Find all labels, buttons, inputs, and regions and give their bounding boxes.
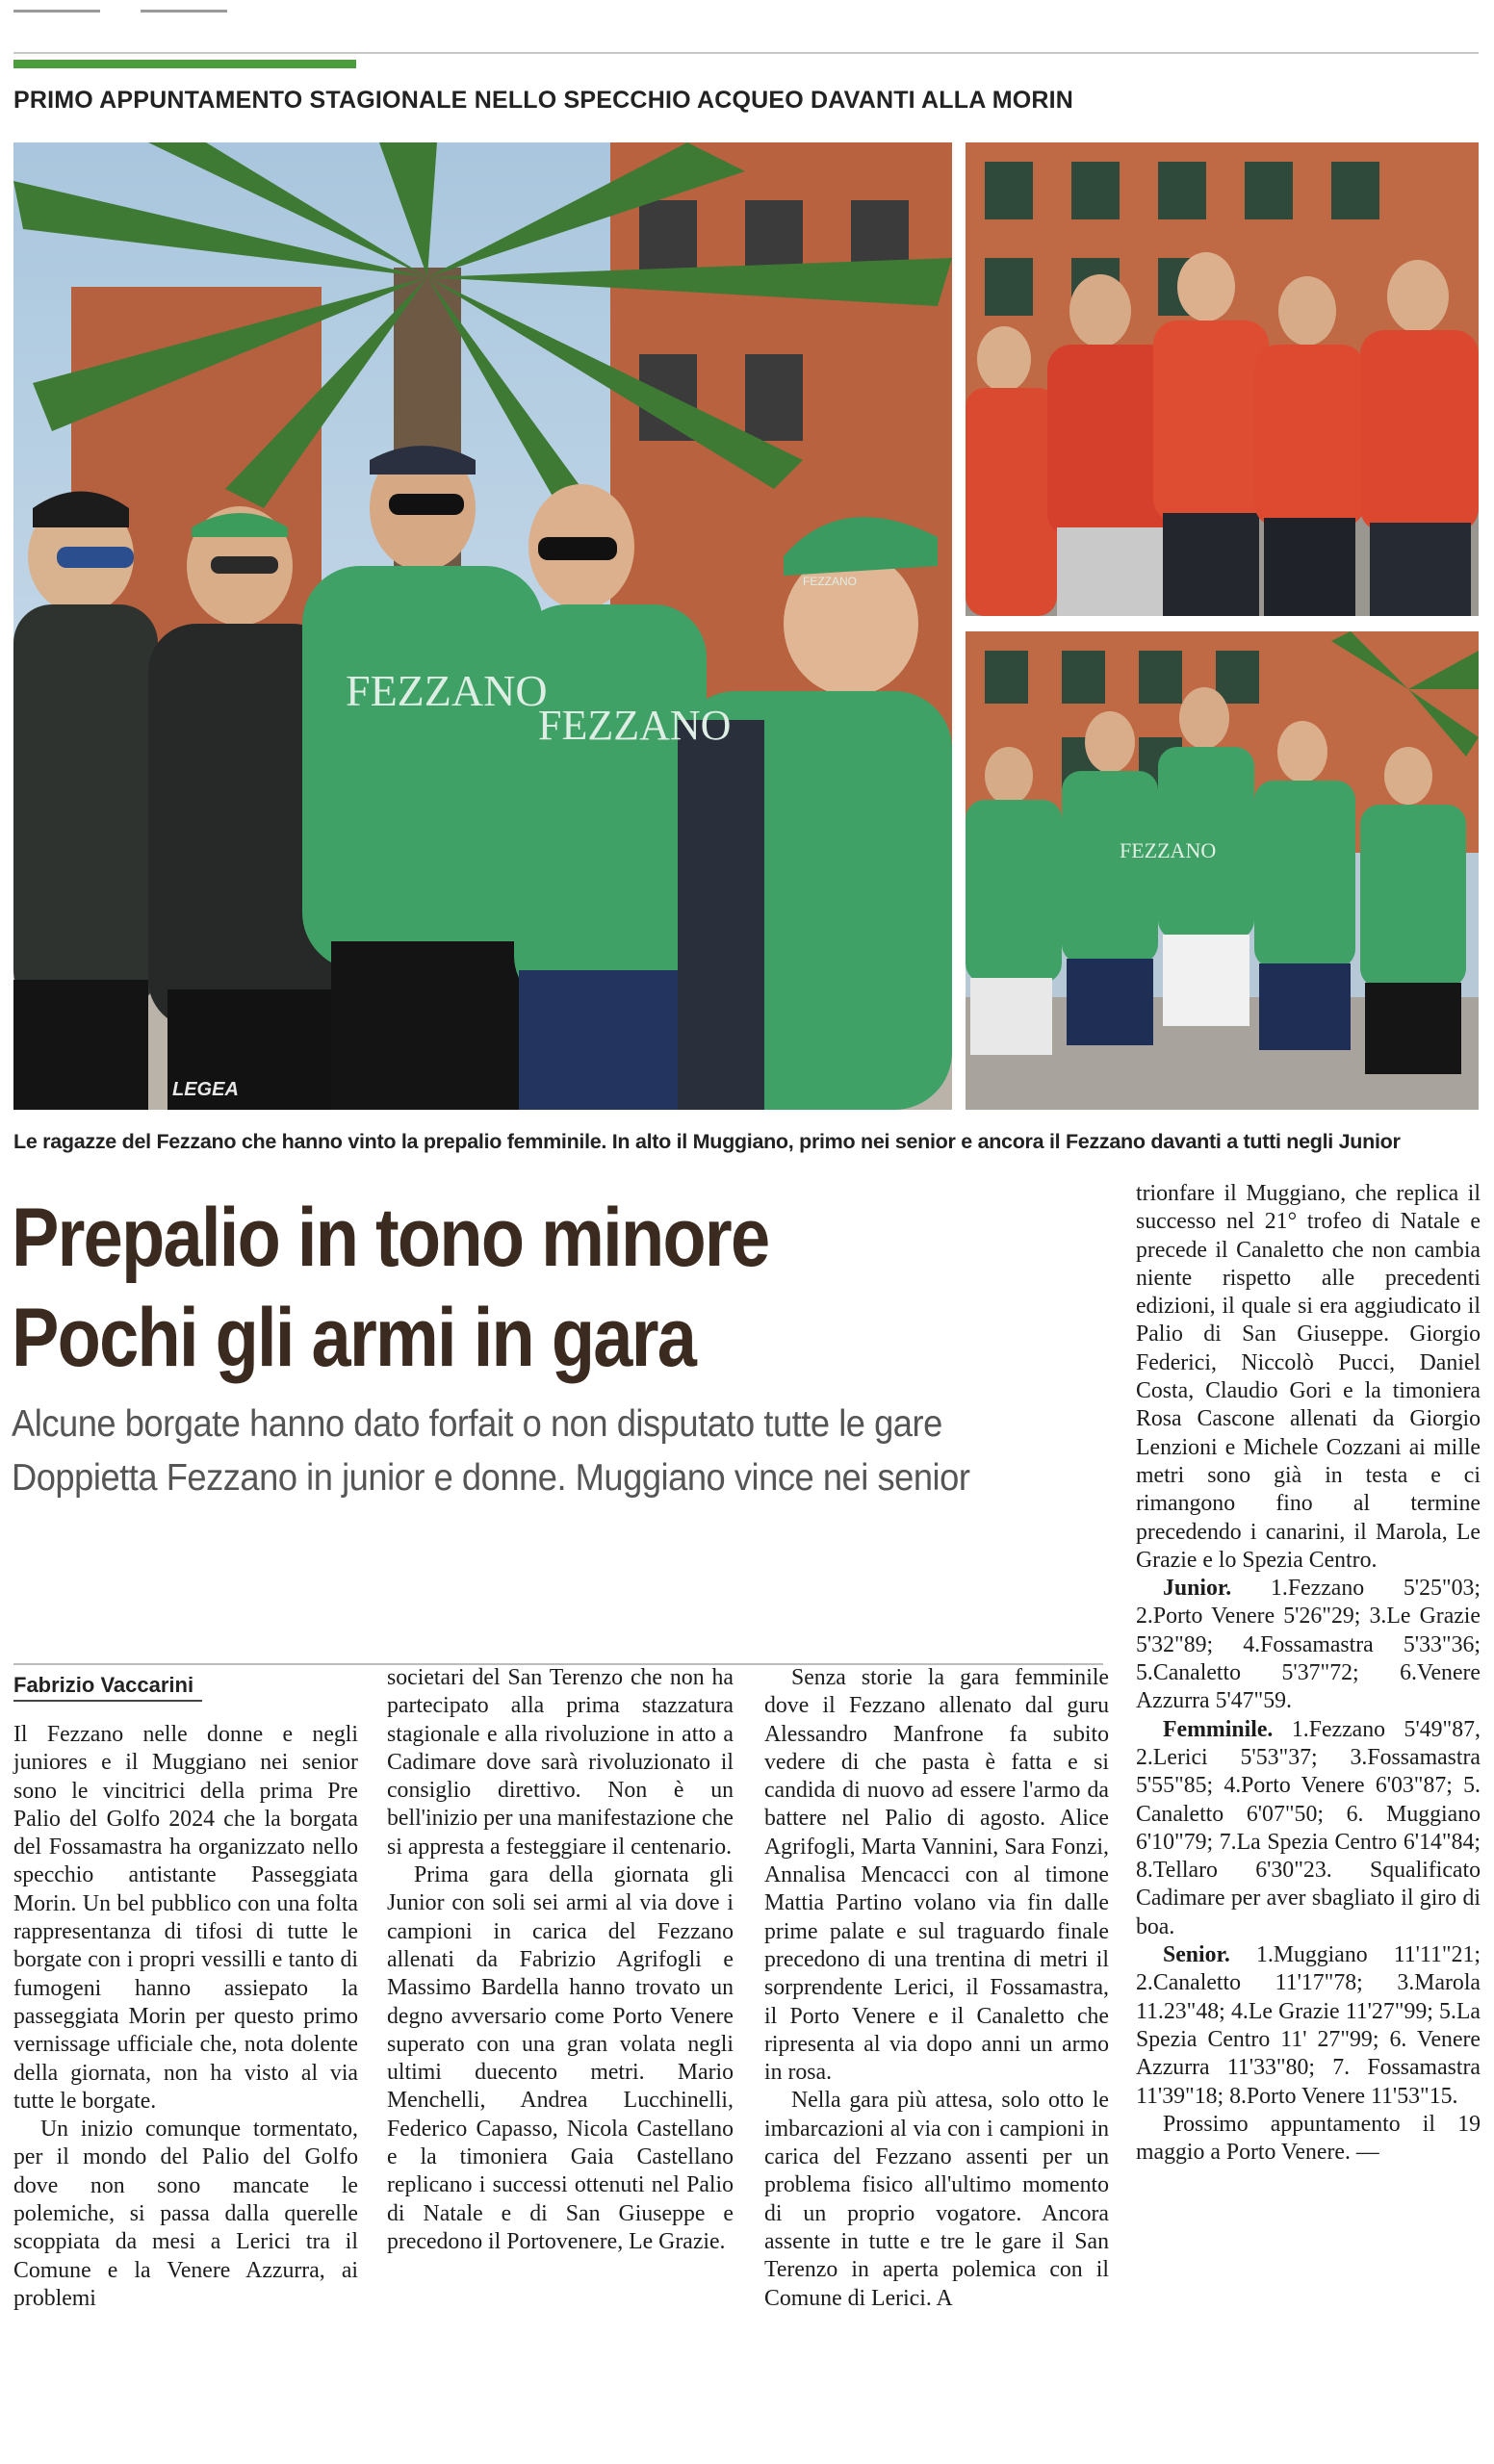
top-rule-tick-left — [13, 10, 100, 13]
top-rule — [13, 52, 1479, 54]
article-column-2 — [387, 1664, 734, 2256]
shirt-text-1: FEZZANO — [346, 666, 548, 715]
results-junior — [1136, 1575, 1481, 1715]
paragraph: Senza storie la gara femminile dove il Fezzano allenato dal guru Alessandro Manfrone fa subito vedere di che pasta è fatta e si candida di nuovo ad essere l'armo da battere nel Palio di agosto. Alice Agrifogli, Marta Vannini, Sara Fonzi, Annalisa Mencacci con al timone Mattia Partino volano via fin dalle prime palate e sul traguardo finale precedono di una trentina di metri il sorprendente Lerici, il Fossamastra, il Porto Venere e il Canaletto che ripresenta al via dopo anni un armo in rosa. — [764, 1665, 1109, 2086]
cap-text: FEZZANO — [803, 575, 857, 588]
juniors-photo — [966, 631, 1479, 1110]
shirt-text-2: FEZZANO — [538, 702, 732, 749]
results-junior-text: 1.Fezzano 5'25"03; 2.Porto Venere 5'26"29; 3.Le Grazie 5'32"89; 4.Fossamastra 5'33"36; 5.Canaletto 5'37"72; 6.Venere Azzurra 5'47"59. — [1136, 1576, 1481, 1714]
article-column-3 — [764, 1664, 1109, 2313]
headline-line-2: Pochi gli armi in gara — [12, 1292, 696, 1384]
byline-underline — [13, 1700, 202, 1702]
paragraph: Un inizio comunque tormentato, per il mondo del Palio del Golfo dove non sono mancate le polemiche, si passa dalla querelle scoppiata da mesi a Lerici tra il Comune e la Venere Azzurra, ai problemi — [13, 2117, 358, 2311]
results-femminile-text: 1.Fezzano 5'49"87, 2.Lerici 5'53"37; 3.Fossamastra 5'55"85; 4.Porto Venere 6'03"87; 5. Canaletto 6'07"50; 6. Muggiano 6'10"79; 7.La Spezia Centro 6'14"84; 8.Tellaro 6'30"23. Squalificato Cadimare per aver sbagliato il giro di boa. — [1136, 1716, 1481, 1939]
subhead-line-1: Alcune borgate hanno dato forfait o non disputato tutte le gare — [12, 1403, 942, 1445]
section-accent-bar — [13, 60, 356, 68]
shorts-logo: LEGEA — [172, 1079, 239, 1100]
kicker: PRIMO APPUNTAMENTO STAGIONALE NELLO SPECCHIO ACQUEO DAVANTI ALLA MORIN — [13, 87, 1074, 114]
results-senior — [1136, 1941, 1481, 2111]
results-senior-text: 1.Muggiano 11'11"21; 2.Canaletto 11'17"78; 3.Marola 11.23"48; 4.Le Grazie 11'27"99; 5.La Spezia Centro 11' 27"99; 6. Venere Azzurra 11'33"80; 7. Fossamastra 11'39"18; 8.Porto Venere 11'53"15. — [1136, 1942, 1481, 2109]
muggiano-photo — [966, 142, 1479, 616]
headline-line-1: Prepalio in tono minore — [12, 1192, 769, 1284]
subhead-line-2: Doppietta Fezzano in junior e donne. Muggiano vince nei senior — [12, 1457, 970, 1499]
main-photo — [13, 142, 952, 1110]
results-junior-label: Junior. — [1163, 1576, 1232, 1602]
paragraph: societari del San Terenzo che non ha partecipato alla prima stazzatura stagionale e alla rivoluzione in atto a Cadimare dove sarà rivoluzionato il consiglio direttivo. Non è un bell'inizio per una manifestazione che si appresta a festeggiare il centenario. — [387, 1665, 734, 1860]
photo-caption: Le ragazze del Fezzano che hanno vinto la prepalio femminile. In alto il Muggiano, primo nei senior e ancora il Fezzano davanti a tutti negli Junior — [13, 1130, 1401, 1153]
results-senior-label: Senior. — [1163, 1942, 1230, 1968]
paragraph: Prima gara della giornata gli Junior con soli sei armi al via dove i campioni in carica del Fezzano allenati da Fabrizio Agrifogli e Massimo Bardella hanno trovato un degno avversario come Porto Venere superato con una gran volata negli ultimi duecento metri. Mario Menchelli, Andrea Lucchinelli, Federico Capasso, Nicola Castellano e la timoniera Gaia Castellano replicano i successi ottenuti nel Palio di Natale e di San Giuseppe e precedono il Portovenere, Le Grazie. — [387, 1862, 734, 2254]
paragraph: trionfare il Muggiano, che replica il successo nel 21° trofeo di Natale e precede il Canaletto che non cambia niente rispetto alle precedenti edizioni, il quale si era aggiudicato il Palio di San Giuseppe. Giorgio Federici, Niccolò Pucci, Daniel Costa, Claudio Gori e la timoniera Rosa Cascone allenati da Giorgio Lenzioni e Michele Cozzani ai mille metri sono già in testa e ci rimangono fino al termine precedendo i canarini, il Marola, Le Grazie e lo Spezia Centro. — [1136, 1181, 1481, 1573]
article-column-1 — [13, 1721, 358, 2313]
article-column-4 — [1136, 1180, 1481, 2167]
results-femminile — [1136, 1716, 1481, 1941]
paragraph: Il Fezzano nelle donne e negli juniores e il Muggiano nei senior sono le vincitrici della prima Pre Palio del Golfo 2024 che la borgata del Fossamastra ha organizzato nello specchio antistante Passeggiata Morin. Un bel pubblico con una folta rappresentanza di tifosi di tutte le borgate con i propri vessilli e tanto di fumogeni hanno assiepato la passeggiata Morin per questo primo vernissage ufficiale che, nota dolente della giornata, non ha visto al via tutte le borgate. — [13, 1722, 358, 2114]
paragraph: Nella gara più attesa, solo otto le imbarcazioni al via con i campioni in carica del Fezzano assenti per un problema fisico all'ultimo momento di un proprio vogatore. Ancora assente in tutte e tre le gare il San Terenzo in aperta polemica con il Comune di Lerici. A — [764, 2088, 1109, 2311]
top-rule-tick-right — [141, 10, 227, 13]
byline: Fabrizio Vaccarini — [13, 1673, 194, 1697]
junior-shirt-text: FEZZANO — [1120, 838, 1217, 862]
results-femminile-label: Femminile. — [1163, 1716, 1274, 1742]
closing-note: Prossimo appuntamento il 19 maggio a Porto Venere. — — [1136, 2111, 1481, 2166]
